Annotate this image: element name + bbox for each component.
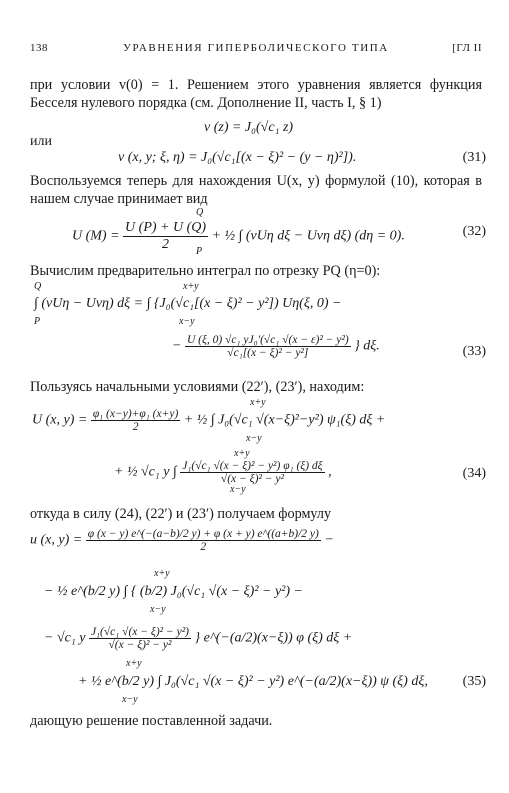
eq33-lower-limit-right: x−y xyxy=(179,316,195,327)
eq35-post-3: } e^(−(a/2)(x−ξ)) φ (ξ) dξ + xyxy=(194,630,353,646)
paragraph-5: откуда в силу (24), (22′) и (23′) получаем формулу xyxy=(30,506,332,522)
eq35-upper-limit-2: x+y xyxy=(154,568,170,579)
equation-34-line-1 xyxy=(32,408,385,433)
eq33-denominator: √c₁[(x − ξ)² − y²] xyxy=(227,347,309,359)
equation-number-34: (34) xyxy=(462,466,486,481)
eq33-upper-limit-left: Q xyxy=(34,281,42,292)
equation-35-line-2: − ½ e^(b/2 y) ∫ { (b/2) J₀(√c₁ √(x − ξ)² − y²) − xyxy=(44,584,303,599)
eq35-lower-limit-4: x−y xyxy=(122,694,138,705)
eq34-numerator-1: φ₁ (x−y)+φ₁ (x+y) xyxy=(92,408,179,420)
eq32-lower-limit: P xyxy=(196,246,203,257)
eq34-numerator-2: J₁(√c₁ √(x − ξ)² − y²) φ₁ (ξ) dξ xyxy=(182,460,323,472)
equation-32 xyxy=(72,220,405,253)
eq35-denominator-1: 2 xyxy=(200,541,207,553)
equation-number-33: (33) xyxy=(462,344,486,359)
eq35-pre-3: − √c₁ y xyxy=(44,630,86,646)
eq35-upper-limit-4: x+y xyxy=(126,658,142,669)
eq32-numerator: U (P) + U (Q) xyxy=(125,220,207,235)
eq35-fraction-1 xyxy=(86,528,321,553)
eq33-tail: } dξ. xyxy=(354,338,380,354)
equation-number-31: (31) xyxy=(462,150,486,165)
eq34-denominator-1: 2 xyxy=(132,421,139,433)
equation-35-line-1: u (x, y) = $\frac{\varphi (x - y) e\^{}(-(a-b)/2 y) + \varphi (x + y) e\^{}((a+b)/2 y)}{2}$ − xyxy=(30,528,334,553)
equation-31: v (x, y; ξ, η) = J₀(√c₁[(x − ξ)² − (y − η)²]). xyxy=(118,150,357,165)
eq32-lhs: U (M) = xyxy=(72,228,120,244)
eq35-fraction-3 xyxy=(89,626,191,651)
page-number: 138 xyxy=(30,42,48,54)
word-or: или xyxy=(30,134,52,149)
eq35-numerator-1: φ (x − y) e^(−(a−b)/2 y) + φ (x + y) e^((a+b)/2 y) xyxy=(87,528,319,540)
eq34-lhs: U (x, y) = xyxy=(32,412,88,428)
equation-33-line-2: − $\frac{\text{U (ξ, 0) √c₁ yJ₀′(√c₁ √(x − ε)² − y²)}}{\text{√c₁[(x − ξ)² − y²]}}$ } dξ. xyxy=(172,334,380,359)
paragraph-4: Пользуясь начальными условиями (22′), (23′), находим: xyxy=(30,379,365,395)
eq34-denominator-2: √(x − ξ)² − y² xyxy=(220,473,284,485)
paragraph-3: Вычислим предварительно интеграл по отрезку PQ (η=0): xyxy=(30,263,381,279)
running-title: УРАВНЕНИЯ ГИПЕРБОЛИЧЕСКОГО ТИПА xyxy=(123,42,389,54)
paragraph-6: дающую решение поставленной задачи. xyxy=(30,713,273,729)
eq35-denominator-3: √(x − ξ)² − y² xyxy=(108,639,172,651)
paragraph-2: Воспользуемся теперь для нахождения U(x, y) формулой (10), которая в нашем случае принимает вид xyxy=(30,173,482,207)
eq35-lower-limit-2: x−y xyxy=(150,604,166,615)
eq34-pre-2: + ½ √c₁ y ∫ xyxy=(114,464,177,480)
eq32-upper-limit: Q xyxy=(196,207,204,218)
eq35-lhs: u (x, y) = xyxy=(30,532,83,548)
eq34-lower-limit-1: x−y xyxy=(246,433,262,444)
eq35-numerator-3: J₁(√c₁ √(x − ξ)² − y²) xyxy=(90,626,190,638)
eq33-upper-limit-right: x+y xyxy=(183,281,199,292)
chapter-label: [ГЛ II xyxy=(452,42,482,54)
eq34-rest-1: + ½ ∫ J₀(√c₁ √(x−ξ)²−y²) ψ₁(ξ) dξ + xyxy=(183,412,386,428)
running-header xyxy=(30,42,482,58)
equation-number-35: (35) xyxy=(462,674,486,689)
equation-34-line-2: + ½ √c₁ y ∫ $\frac{\text{J₁(√c₁ √(x − ξ)² − y²) φ₁ (ξ) dξ}}{\text{√(x − ξ)² − y²}}$ , xyxy=(114,460,332,485)
eq34-upper-limit-2: x+y xyxy=(234,448,250,459)
paragraph-1: при условии v(0) = 1. Решением этого уравнения является функция Бесселя нулевого порядка (см. Дополнение II, часть I, § 1) xyxy=(30,77,482,111)
eq33-fraction xyxy=(185,334,351,359)
eq33-numerator: U (ξ, 0) √c₁ yJ₀′(√c₁ √(x − ε)² − y²) xyxy=(186,334,349,346)
equation-35-line-4: + ½ e^(b/2 y) ∫ J₀(√c₁ √(x − ξ)² − y²) e^(−(a/2)(x−ξ)) ψ (ξ) dξ, xyxy=(78,674,428,689)
equation-number-32: (32) xyxy=(462,224,486,239)
equation-33-line-1: ∫ (vUη − Uvη) dξ = ∫ {J₀(√c₁[(x − ξ)² − y²]) Uη(ξ, 0) − xyxy=(34,296,342,311)
eq32-denominator: 2 xyxy=(162,237,170,252)
equation-bessel: v (z) = J₀(√c₁ z) xyxy=(204,120,294,135)
eq32-rest: + ½ ∫ (vUη dξ − Uvη dξ) (dη = 0). xyxy=(211,228,405,244)
eq34-fraction-2 xyxy=(180,460,324,485)
eq33-lower-limit-left: P xyxy=(34,316,41,327)
eq34-lower-limit-2: x−y xyxy=(230,484,246,495)
equation-35-line-3 xyxy=(44,626,352,651)
eq34-fraction-1 xyxy=(91,408,181,433)
eq34-upper-limit-1: x+y xyxy=(250,397,266,408)
